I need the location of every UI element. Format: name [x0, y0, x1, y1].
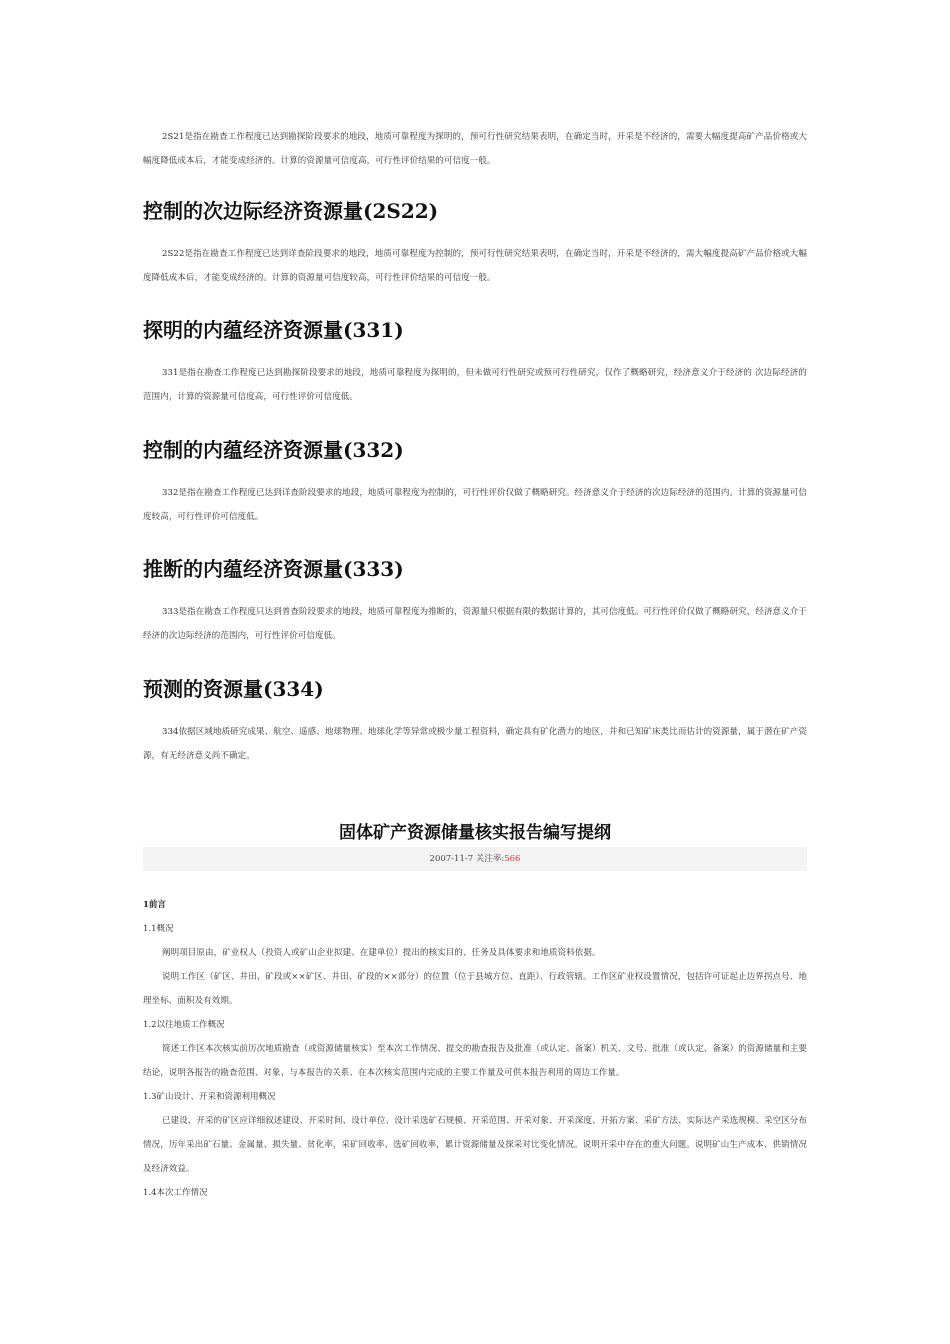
- paragraph-2s21: 2S21是指在勘查工作程度已达到勘探阶段要求的地段，地质可靠程度为探明的，预可行性研究结果表明，在确定当时，开采是不经济的，需要大幅度提高矿产品价格或大幅度降低成本后，才能变成经济的。计算的资源量可信度高，可行性评价结果的可信度一般。: [143, 132, 807, 166]
- heading-2s22: 控制的次边际经济资源量(2S22): [143, 199, 439, 223]
- paragraph-1-3: 已建设、开采的矿区应详细叙述建设、开采时间、设计单位、设计采选矿石规模、开采范围、开采对象、开采深度、开拓方案、采矿方法、实际达产采选规模、采空区分布情况，历年采出矿石量、金属量、损失量、贫化率，采矿回收率、选矿回收率，累计资源储量及探采对比变化情况。说明开采中存在的重大问题。说明矿山生产成本、供销情况及经济效益。: [143, 1116, 808, 1174]
- article: [143, 821, 807, 871]
- article-meta-bar: [143, 847, 807, 871]
- subheading-1-2: 1.2以往地质工作概况: [143, 1020, 225, 1030]
- section-333: [143, 556, 807, 648]
- paragraph-332: 332是指在勘查工作程度已达到详查阶段要求的地段，地质可靠程度为控制的，可行性评价仅做了概略研究。经济意义介于经济的次边际经济的范围内。计算的资源量可信度较高，可行性评价可信度低。: [143, 488, 807, 522]
- paragraph-334: 334依据区域地质研究成果、航空、遥感、地球物理、地球化学等异常或极少量工程资料，确定具有矿化潜力的地区，并和已知矿床类比而估计的资源量，属于潜在矿产资源，有无经济意义尚不确定。: [143, 727, 807, 761]
- section-2s22: [143, 198, 807, 290]
- section-332: [143, 437, 807, 529]
- chapter-heading: 1前言: [143, 900, 166, 910]
- section-2s21: [143, 125, 807, 173]
- section-334: [143, 676, 807, 768]
- article-date: 2007-11-7: [429, 854, 474, 864]
- paragraph-331: 331是指在勘查工作程度已达到勘探阶段要求的地段，地质可靠程度为探明的，但未做可行性研究或预可行性研究，仅作了概略研究，经济意义介于经济的 次边际经济的范围内，计算的资源量可信度高，可行性评价可信度低。: [143, 368, 807, 402]
- heading-334: 预测的资源量(334): [143, 677, 324, 701]
- heading-333: 推断的内蕴经济资源量(333): [143, 557, 404, 581]
- heading-332: 控制的内蕴经济资源量(332): [143, 438, 404, 462]
- paragraph-1-2: 简述工作区本次核实前历次地质勘查（或资源储量核实）至本次工作情况、提交的勘查报告及批准（或认定、备案）机关、文号、批准（或认定、备案）的资源储量和主要结论，说明各报告的勘查范围、对象、与本报告的关系、在本次核实范围内完成的主要工作量及可供本报告利用的周边工作量。: [143, 1044, 808, 1078]
- article-body: [143, 893, 807, 1205]
- paragraph-2s22: 2S22是指在勘查工作程度已达到详查阶段要求的地段，地质可靠程度为控制的，预可行性研究结果表明，在确定当时，开采是不经济的，需大幅度提高矿产品价格或大幅度降低成本后，才能变成经济的。计算的资源量可信度较高，可行性评价结果的可信度一般。: [143, 249, 807, 283]
- rate-value: 566: [504, 854, 521, 864]
- subheading-1-1: 1.1概况: [143, 924, 174, 934]
- article-title: 固体矿产资源储量核实报告编写提纲: [339, 823, 611, 843]
- section-331: [143, 317, 807, 409]
- heading-331: 探明的内蕴经济资源量(331): [143, 318, 404, 342]
- paragraph-333: 333是指在勘查工作程度只达到普查阶段要求的地段，地质可靠程度为推断的，资源量只根据有限的数据计算的，其可信度低。可行性评价仅做了概略研究，经济意义介于经济的次边际经济的范围内，可行性评价可信度低。: [143, 607, 807, 641]
- paragraph-1-1a: 阐明项目原由，矿业权人（投资人或矿山企业拟建、在建单位）提出的核实目的、任务及具体要求和地质资料依据。: [162, 948, 601, 958]
- paragraph-1-1b: 说明工作区（矿区、井田、矿段或××矿区、井田、矿段的××部分）的位置（位于县城方位、直距）、行政管辖。工作区矿业权设置情况，包括许可证起止边界拐点号、地理坐标、面积及有效期。: [143, 972, 807, 1006]
- rate-label: 关注率:: [475, 854, 505, 864]
- subheading-1-3: 1.3矿山设计、开采和资源利用概况: [143, 1092, 276, 1102]
- subheading-1-4: 1.4本次工作情况: [143, 1188, 208, 1198]
